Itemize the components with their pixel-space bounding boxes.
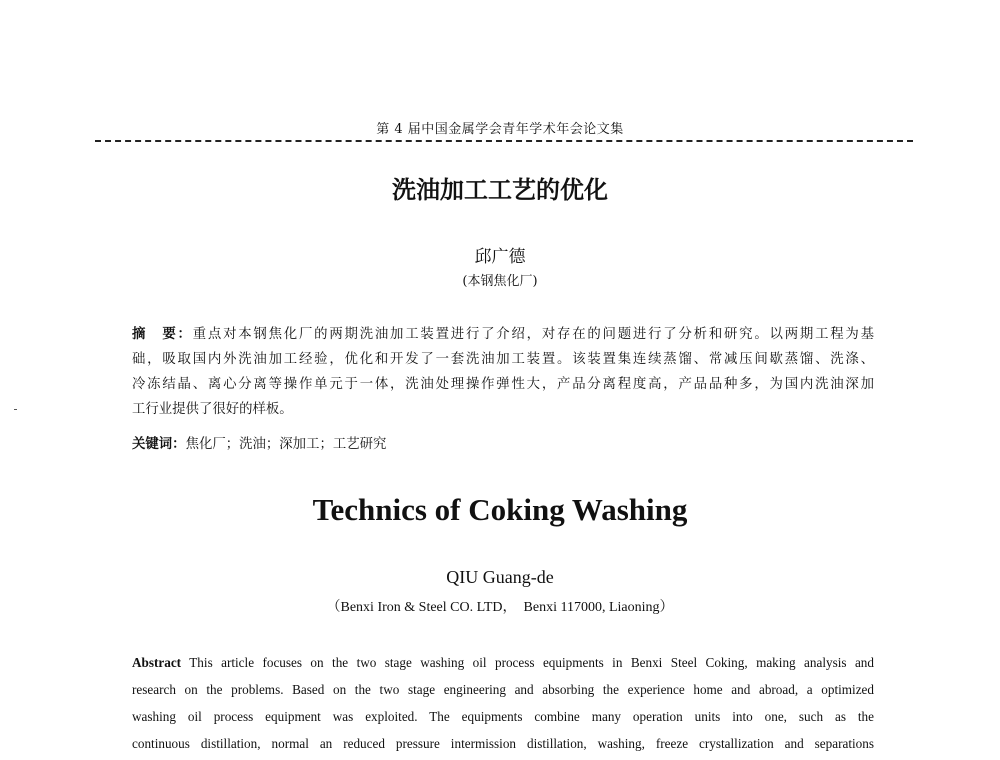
chinese-keywords-text: 焦化厂；洗油；深加工；工艺研究 <box>185 437 387 452</box>
scan-artifact-mark <box>14 409 17 410</box>
english-abstract-label: Abstract <box>132 655 182 670</box>
chinese-keywords <box>132 432 874 457</box>
english-affiliation: （Benxi Iron & Steel CO. LTD， Benxi 117000, Liaoning） <box>326 600 674 615</box>
chinese-abstract-line: 冷冻结晶、离心分离等操作单元于一体，洗油处理操作弹性大，产品分离程度高，产品品种多，为国内洗油深加 <box>132 377 874 392</box>
english-abstract-text: This article focuses on the two stage washing oil process equipments in Benxi Steel Coking, making analysis and <box>181 655 874 670</box>
english-title: Technics of Coking Washing <box>312 492 688 527</box>
header-rule <box>95 140 913 142</box>
chinese-author: 邱广德 <box>474 247 526 267</box>
chinese-title: 洗油加工工艺的优化 <box>392 176 608 204</box>
english-author: QIU Guang-de <box>446 567 554 587</box>
chinese-abstract-line: 础，吸取国内外洗油加工经验，优化和开发了一套洗油加工装置。该装置集连续蒸馏、常减压间歇蒸馏、洗涤、 <box>132 352 874 367</box>
chinese-abstract <box>132 322 874 422</box>
chinese-abstract-line: 工行业提供了很好的样板。 <box>132 402 293 417</box>
chinese-abstract-label: 摘 要： <box>132 327 193 342</box>
chinese-keywords-label: 关键词： <box>132 437 186 452</box>
chinese-affiliation: (本钢焦化厂) <box>462 274 538 289</box>
english-abstract-line <box>132 649 874 676</box>
english-abstract-line: washing oil process equipment was exploited. The equipments combine many operation units into one, such as the <box>132 709 874 724</box>
english-abstract-line: research on the problems. Based on the two stage engineering and absorbing the experience home and abroad, a optimized <box>132 682 874 697</box>
chinese-abstract-line <box>132 322 874 347</box>
running-header: 第 4 届中国金属学会青年学术年会论文集 <box>376 122 624 137</box>
english-abstract-line: continuous distillation, normal an reduced pressure intermission distillation, washing, freeze crystallization and separations <box>132 736 874 751</box>
chinese-abstract-text: 重点对本钢焦化厂的两期洗油加工装置进行了介绍，对存在的问题进行了分析和研究。以两期工程为基 <box>192 327 874 342</box>
english-abstract <box>132 649 874 757</box>
